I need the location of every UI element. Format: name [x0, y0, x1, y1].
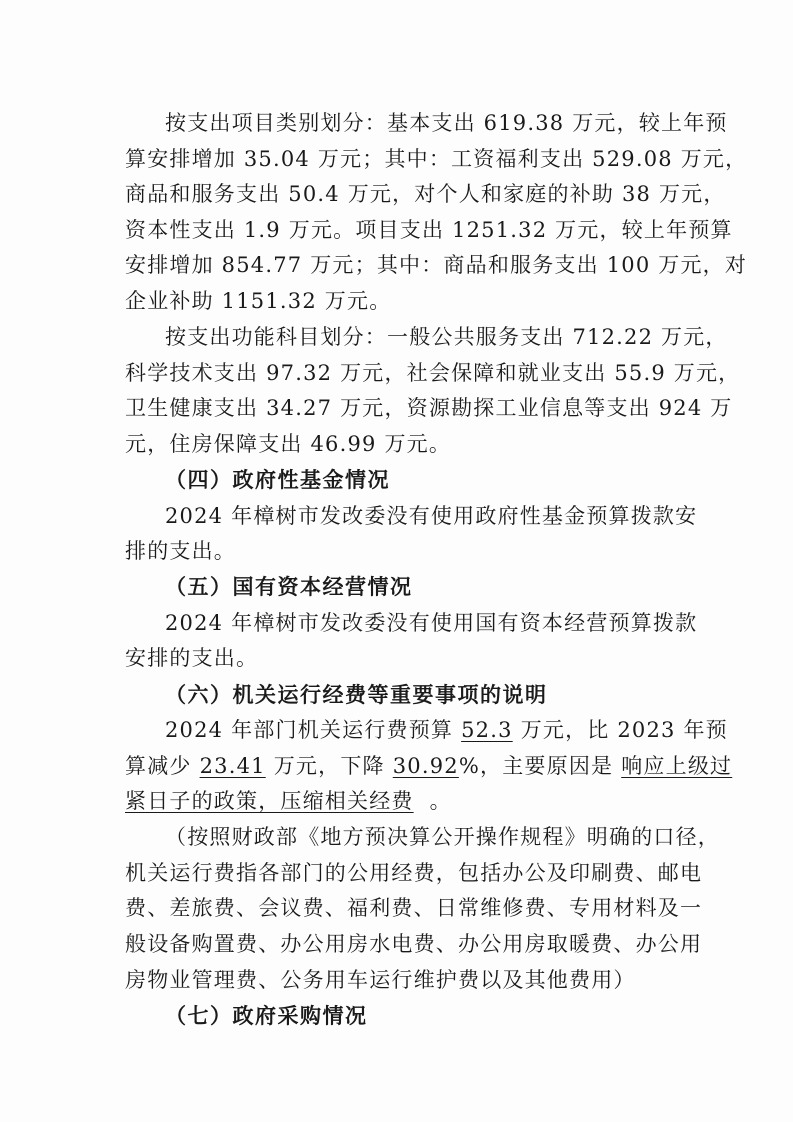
section4-line-2: 排的支出。: [125, 539, 236, 563]
reason-end: 。: [429, 789, 452, 813]
econ-line-5: 安排增加 854.77 万元；其中：商品和服务支出 100 万元，对: [125, 253, 748, 277]
econ-line-1: 按支出项目类别划分：基本支出 619.38 万元，较上年预: [165, 111, 728, 135]
section6-heading: （六）机关运行经费等重要事项的说明: [165, 683, 548, 707]
section5-line-2: 安排的支出。: [125, 646, 259, 670]
reason-text-1: 响应上级过: [621, 754, 733, 778]
section5-line-1: 2024 年樟树市发改委没有使用国有资本经营预算拨款: [165, 611, 698, 635]
note-line-1: （按照财政部《地方预决算公开操作规程》明确的口径，: [165, 825, 720, 849]
percent-value: 30.92: [392, 754, 459, 778]
section4-line-1: 2024 年樟树市发改委没有使用政府性基金预算拨款安: [165, 504, 698, 528]
econ-line-2: 算安排增加 35.04 万元；其中：工资福利支出 529.08 万元，: [125, 147, 748, 171]
func-line-1: 按支出功能科目划分：一般公共服务支出 712.22 万元，: [165, 325, 728, 349]
note-line-2: 机关运行费指各部门的公用经费，包括办公及印刷费、邮电: [125, 861, 703, 885]
budget-prefix: 2024 年部门机关运行费预算: [165, 718, 454, 742]
section6-line-2: [125, 751, 733, 781]
reason-text-2: 紧日子的政策，压缩相关经费: [125, 789, 414, 813]
econ-line-6: 企业补助 1151.32 万元。: [125, 289, 392, 313]
econ-line-3: 商品和服务支出 50.4 万元，对个人和家庭的补助 38 万元，: [125, 182, 726, 206]
section7-heading: （七）政府采购情况: [165, 1004, 368, 1028]
section6-line-1: [165, 715, 728, 745]
func-line-4: 元，住房保障支出 46.99 万元。: [125, 432, 452, 456]
note-line-3: 费、差旅费、会议费、福利费、日常维修费、专用材料及一: [125, 896, 703, 920]
decrease-mid: 万元，下降: [273, 754, 385, 778]
note-line-5: 房物业管理费、公务用车运行维护费以及其他费用）: [125, 968, 636, 992]
budget-value: 52.3: [461, 718, 513, 742]
section5-heading: （五）国有资本经营情况: [165, 575, 413, 599]
note-line-4: 般设备购置费、办公用房水电费、办公用房取暖费、办公用: [125, 932, 703, 956]
econ-line-4: 资本性支出 1.9 万元。项目支出 1251.32 万元，较上年预算: [125, 218, 733, 242]
budget-suffix: 万元，比 2023 年预: [520, 718, 728, 742]
func-line-2: 科学技术支出 97.32 万元，社会保障和就业支出 55.9 万元，: [125, 361, 741, 385]
section6-line-3: [125, 786, 685, 816]
decrease-prefix: 算减少: [125, 754, 192, 778]
section4-heading: （四）政府性基金情况: [165, 468, 390, 492]
func-line-3: 卫生健康支出 34.27 万元，资源勘探工业信息等支出 924 万: [125, 396, 733, 420]
decrease-value: 23.41: [199, 754, 266, 778]
reason-lead: %，主要原因是: [458, 754, 614, 778]
